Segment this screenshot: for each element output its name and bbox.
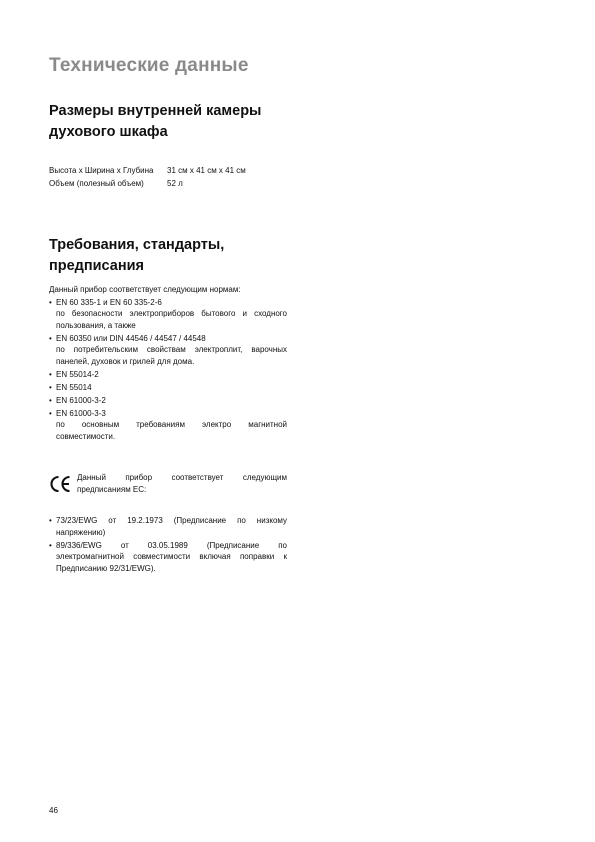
ce-mark-icon [49,474,71,494]
bullet-icon: • [49,297,52,307]
page-number: 46 [49,806,58,815]
dimensions-heading: Размеры внутренней камеры духового шкафа [49,103,262,140]
norm-item [49,382,287,394]
norm-code: EN 55014 [56,382,92,392]
directives-block [49,515,287,576]
norm-description: по безопасности электроприборов бытового и сходного пользования, а также [56,309,287,330]
ce-declaration [49,472,287,495]
norm-code: EN 61000-3-2 [56,395,106,405]
directive-item [49,540,287,575]
bullet-icon: • [49,369,52,379]
directive-item [49,515,287,538]
requirements-heading: Требования, стандарты, предписания [49,237,225,274]
volume-row [49,178,289,189]
page-title: Технические данные [49,55,249,76]
dimensions-row [49,165,289,176]
dimensions-value: 31 см x 41 см x 41 см [167,166,246,175]
dimensions-table [49,165,289,191]
directive-text: 73/23/EWG от 19.2.1973 (Предписание по низкому напряжению) [56,516,287,537]
norm-code: EN 60 335-1 и EN 60 335-2-6 [56,297,162,307]
norms-list [49,297,287,443]
norm-code: EN 55014-2 [56,369,99,379]
bullet-icon: • [49,395,52,405]
dimensions-label: Высота x Ширина x Глубина [49,166,154,175]
norm-item [49,395,287,407]
ce-text: Данный прибор соответствует следующим предписаниям ЕС: [77,473,287,494]
norm-item [49,369,287,381]
volume-label: Объем (полезный объем) [49,179,144,188]
norm-code: EN 60350 или DIN 44546 / 44547 / 44548 [56,333,206,343]
bullet-icon: • [49,540,52,550]
requirements-block [49,284,287,444]
norm-item [49,297,287,332]
norm-description: по основным требованиям электро магнитной совместимости. [56,420,287,441]
norm-description: по потребительским свойствам электроплит, варочных панелей, духовок и грилей для дома. [56,345,287,366]
volume-value: 52 л [167,179,183,188]
bullet-icon: • [49,516,52,525]
bullet-icon: • [49,408,52,418]
norm-item [49,333,287,368]
norm-item [49,408,287,443]
directive-text: 89/336/EWG от 03.05.1989 (Предписание по электромагнитной совместимости включая поправки к Предписанию 92/31/EWG). [56,540,287,573]
bullet-icon: • [49,333,52,343]
bullet-icon: • [49,382,52,392]
norm-code: EN 61000-3-3 [56,408,106,418]
directives-list [49,515,287,574]
requirements-intro: Данный прибор соответствует следующим нормам: [49,285,241,294]
